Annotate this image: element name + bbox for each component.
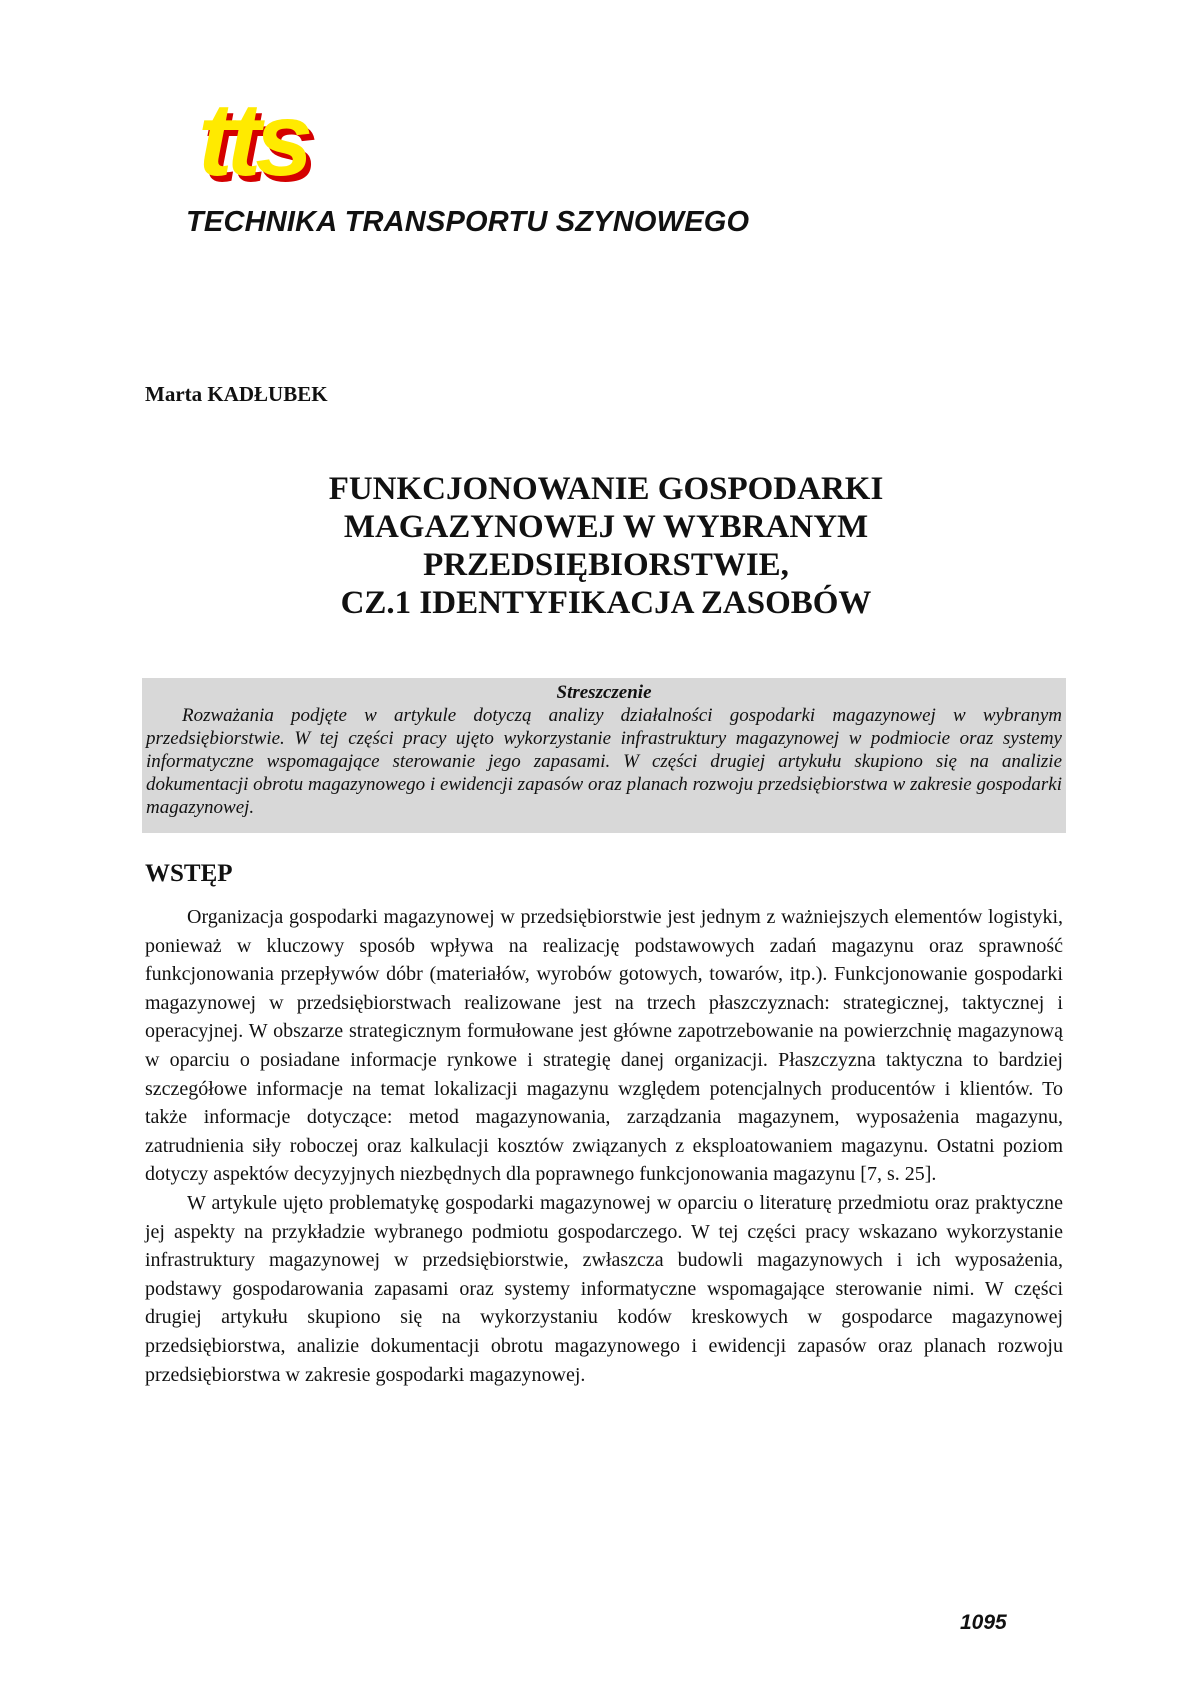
author-name: Marta KADŁUBEK: [145, 382, 328, 406]
section-heading: WSTĘP: [145, 860, 233, 887]
journal-logo: tts: [198, 82, 308, 198]
abstract-heading: Streszczenie: [556, 682, 652, 703]
title-line: CZ.1 IDENTYFIKACJA ZASOBÓW: [340, 585, 872, 621]
title-line: MAGAZYNOWEJ W WYBRANYM: [343, 509, 869, 545]
abstract-box: [142, 678, 1066, 833]
body-text: [145, 903, 1063, 1389]
journal-name: TECHNIKA TRANSPORTU SZYNOWEGO: [186, 206, 750, 238]
article-title: [145, 470, 1067, 622]
title-line: PRZEDSIĘBIORSTWIE,: [423, 547, 789, 583]
abstract-text: Rozważania podjęte w artykule dotyczą analizy działalności gospodarki magazynowej w wybranym przedsiębiorstwie. W tej części pracy ujęto wykorzystanie infrastruktury magazynowej w podmiocie oraz systemy informatyczne wspomagające sterowanie jego zapasami. W części drugiej artykułu skupiono się na analizie dokumentacji obrotu magazynowego i ewidencji zapasów oraz planach rozwoju przedsiębiorstwa w zakresie gospodarki magazynowej.: [146, 705, 1062, 818]
body-paragraph: Organizacja gospodarki magazynowej w przedsiębiorstwie jest jednym z ważniejszych elementów logistyki, ponieważ w kluczowy sposób wpływa na realizację podstawowych zadań magazynu oraz sprawność funkcjonowania przepływów dóbr (materiałów, wyrobów gotowych, towarów, itp.). Funkcjonowanie gospodarki magazynowej w przedsiębiorstwach realizowane jest na trzech płaszczyznach: strategicznej, taktycznej i operacyjnej. W obszarze strategicznym formułowane jest główne zapotrzebowanie na powierzchnię magazynową w oparciu o posiadane informacje rynkowe i strategię danej organizacji. Płaszczyzna taktyczna to bardziej szczegółowe informacje na temat lokalizacji magazynu względem potencjalnych producentów i klientów. To także informacje dotyczące: metod magazynowania, zarządzania magazynem, wyposażenia magazynu, zatrudnienia siły roboczej oraz kalkulacji kosztów związanych z eksploatowaniem magazynu. Ostatni poziom dotyczy aspektów decyzyjnych niezbędnych dla poprawnego funkcjonowania magazynu [7, s. 25].: [145, 906, 1063, 1186]
title-line: FUNKCJONOWANIE GOSPODARKI: [328, 471, 884, 507]
body-paragraph: W artykule ujęto problematykę gospodarki magazynowej w oparciu o literaturę przedmiotu oraz praktyczne jej aspekty na przykładzie wybranego podmiotu gospodarczego. W tej części pracy wskazano wykorzystanie infrastruktury magazynowej w przedsiębiorstwie, zwłaszcza budowli magazynowych i ich wyposażenia, podstawy gospodarowania zapasami oraz systemy informatyczne wspomagające sterowanie nimi. W części drugiej artykułu skupiono się na wykorzystaniu kodów kreskowych w gospodarce magazynowej przedsiębiorstwa, analizie dokumentacji obrotu magazynowego i ewidencji zapasów oraz planach rozwoju przedsiębiorstwa w zakresie gospodarki magazynowej.: [145, 1191, 1063, 1386]
page-number: 1095: [960, 1611, 1007, 1634]
